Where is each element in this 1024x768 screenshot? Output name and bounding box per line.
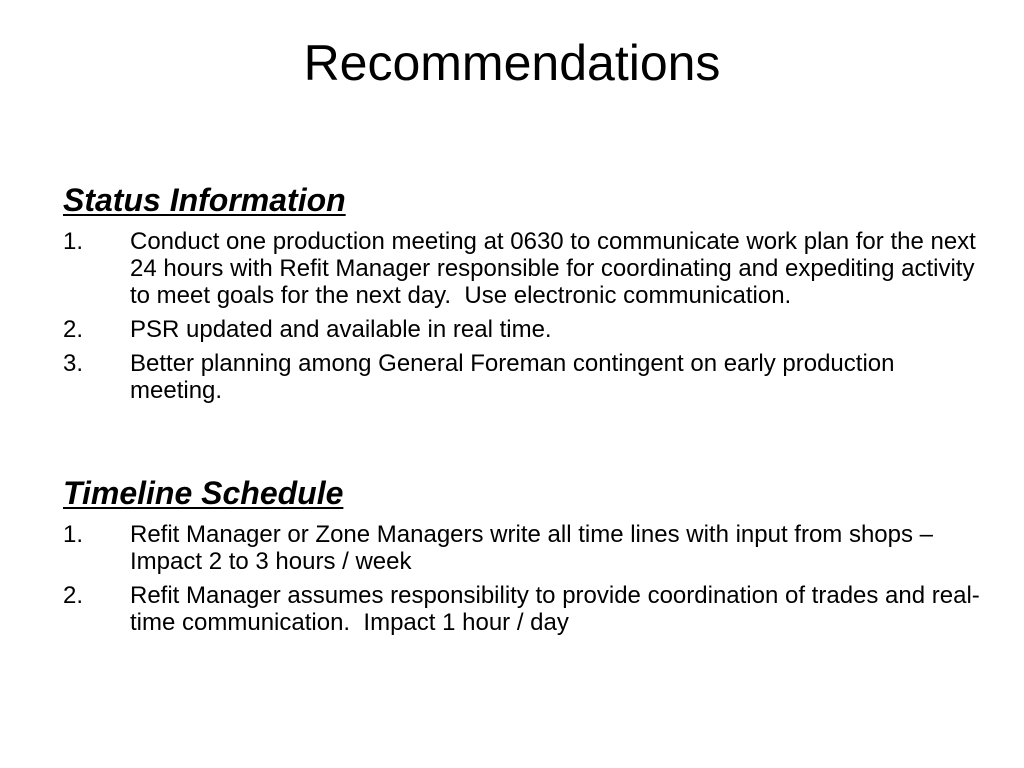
list-item-text: PSR updated and available in real time. — [130, 316, 552, 343]
list-item — [63, 521, 983, 575]
section-heading-status-information: Status Information — [63, 182, 346, 218]
list-item — [63, 316, 983, 343]
list-item-text: Conduct one production meeting at 0630 to communicate work plan for the next 24 hours with Refit Manager responsible for coordinating and expediting activity to meet goals for the next day. Use electronic communication. — [130, 228, 983, 309]
status-information-list — [63, 228, 983, 411]
section-heading-timeline-schedule: Timeline Schedule — [63, 475, 344, 511]
timeline-schedule-list — [63, 521, 983, 643]
list-item-text: Better planning among General Foreman contingent on early production meeting. — [130, 350, 902, 404]
list-item-number: 2. — [63, 582, 84, 609]
list-item — [63, 582, 983, 636]
list-item — [63, 350, 983, 404]
list-item-number: 2. — [63, 316, 84, 343]
slide-title: Recommendations — [303, 35, 721, 91]
list-item-text: Refit Manager assumes responsibility to provide coordination of trades and real-time communication. Impact 1 hour / day — [130, 582, 980, 636]
list-item-number: 1. — [63, 521, 84, 548]
list-item-number: 1. — [63, 228, 84, 255]
list-item-number: 3. — [63, 350, 84, 377]
list-item-text: Refit Manager or Zone Managers write all time lines with input from shops – Impact 2 to 3 hours / week — [130, 521, 940, 575]
list-item — [63, 228, 983, 309]
